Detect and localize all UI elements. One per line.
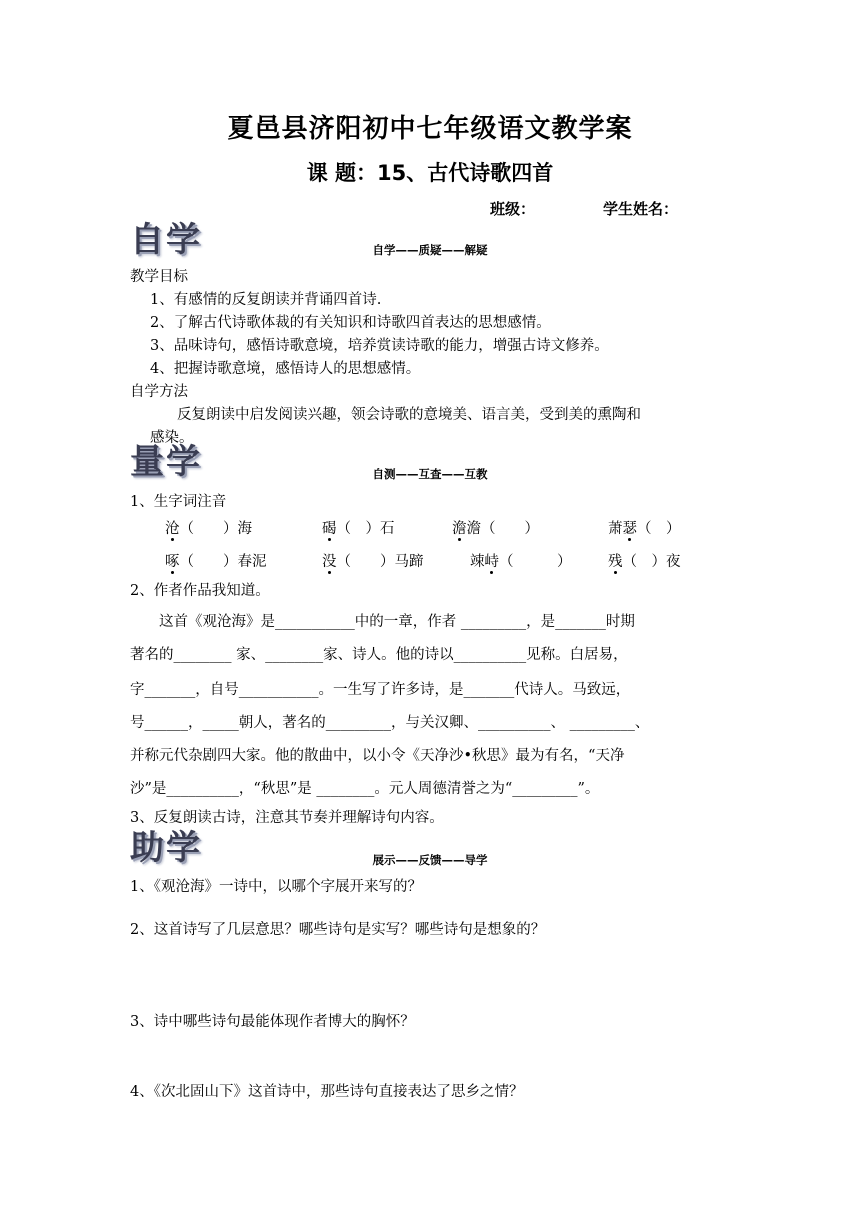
fill-blank-line: 号______，_____朝人，著名的_________，与关汉卿、__________、 _________、 (130, 715, 650, 731)
class-label: 班级： (490, 200, 536, 218)
student-name-label: 学生姓名： (603, 200, 679, 218)
method-text-line1: 反复朗读中启发阅读兴趣，领会诗歌的意境美、语言美，受到美的熏陶和 (177, 407, 641, 423)
pinyin-question-title: 1、生字词注音 (130, 494, 227, 510)
zixue-badge: 自学 (130, 220, 202, 260)
zhuxue-badge: 助学 (130, 828, 202, 868)
pinyin-item: 萧瑟（ ） (608, 521, 681, 537)
fill-blank-line: 这首《观沧海》是___________中的一章，作者 _________，是_______时期 (130, 614, 635, 630)
pinyin-item: 沧（ ）海 (165, 521, 252, 537)
pinyin-item: 碣（ ）石 (322, 521, 395, 537)
lesson-subject: 课 题：15、古代诗歌四首 (306, 161, 554, 185)
pinyin-item: 澹澹（ ） (452, 521, 539, 537)
question-item: 3、诗中哪些诗句最能体现作者博大的胸怀？ (130, 1014, 415, 1030)
fill-blank-line: 并称元代杂剧四大家。他的散曲中，以小令《天净沙•秋思》最为有名，“天净 (130, 748, 625, 764)
pinyin-item: 残（ ）夜 (608, 554, 681, 570)
author-question-title: 2、作者作品我知道。 (130, 583, 270, 599)
goal-item: 4、把握诗歌意境，感悟诗人的思想感情。 (150, 361, 421, 377)
goal-item: 3、品味诗句，感悟诗歌意境，培养赏读诗歌的能力，增强古诗文修养。 (150, 338, 609, 354)
pinyin-item: 没（ ）马蹄 (322, 554, 424, 570)
zixue-subtitle: 自学——质疑——解疑 (372, 243, 488, 257)
question-item: 2、这首诗写了几层意思？哪些诗句是实写？哪些诗句是想象的？ (130, 922, 546, 938)
fill-blank-line: 著名的________ 家、________家、诗人。他的诗以__________见称。白居易， (130, 647, 628, 663)
pinyin-item: 啄（ ）春泥 (165, 554, 267, 570)
liangxue-badge: 量学 (130, 442, 202, 482)
fill-blank-line: 字_______，自号___________。一生写了许多诗，是_______代诗人。马致远， (130, 682, 631, 698)
reading-question-title: 3、反复朗读古诗，注意其节奏并理解诗句内容。 (130, 810, 444, 826)
liangxue-subtitle: 自测——互查——互教 (372, 467, 488, 481)
page-title: 夏邑县济阳初中七年级语文教学案 (227, 114, 633, 144)
goal-item: 1、有感情的反复朗读并背诵四首诗. (150, 292, 382, 308)
goals-title: 教学目标 (130, 269, 188, 285)
goal-item: 2、了解古代诗歌体裁的有关知识和诗歌四首表达的思想感情。 (150, 315, 551, 331)
method-title: 自学方法 (130, 384, 188, 400)
zhuxue-subtitle: 展示——反馈——导学 (372, 853, 488, 867)
question-item: 1、《观沧海》一诗中，以哪个字展开来写的？ (130, 879, 422, 895)
question-item: 4、《次北固山下》这首诗中，那些诗句直接表达了思乡之情？ (130, 1084, 524, 1100)
pinyin-item: 竦峙（ ） (470, 554, 572, 570)
method-text-line2: 感染。 (150, 430, 194, 446)
fill-blank-line: 沙”是__________，“秋思”是 ________。元人周德清誉之为“_________”。 (130, 781, 600, 797)
